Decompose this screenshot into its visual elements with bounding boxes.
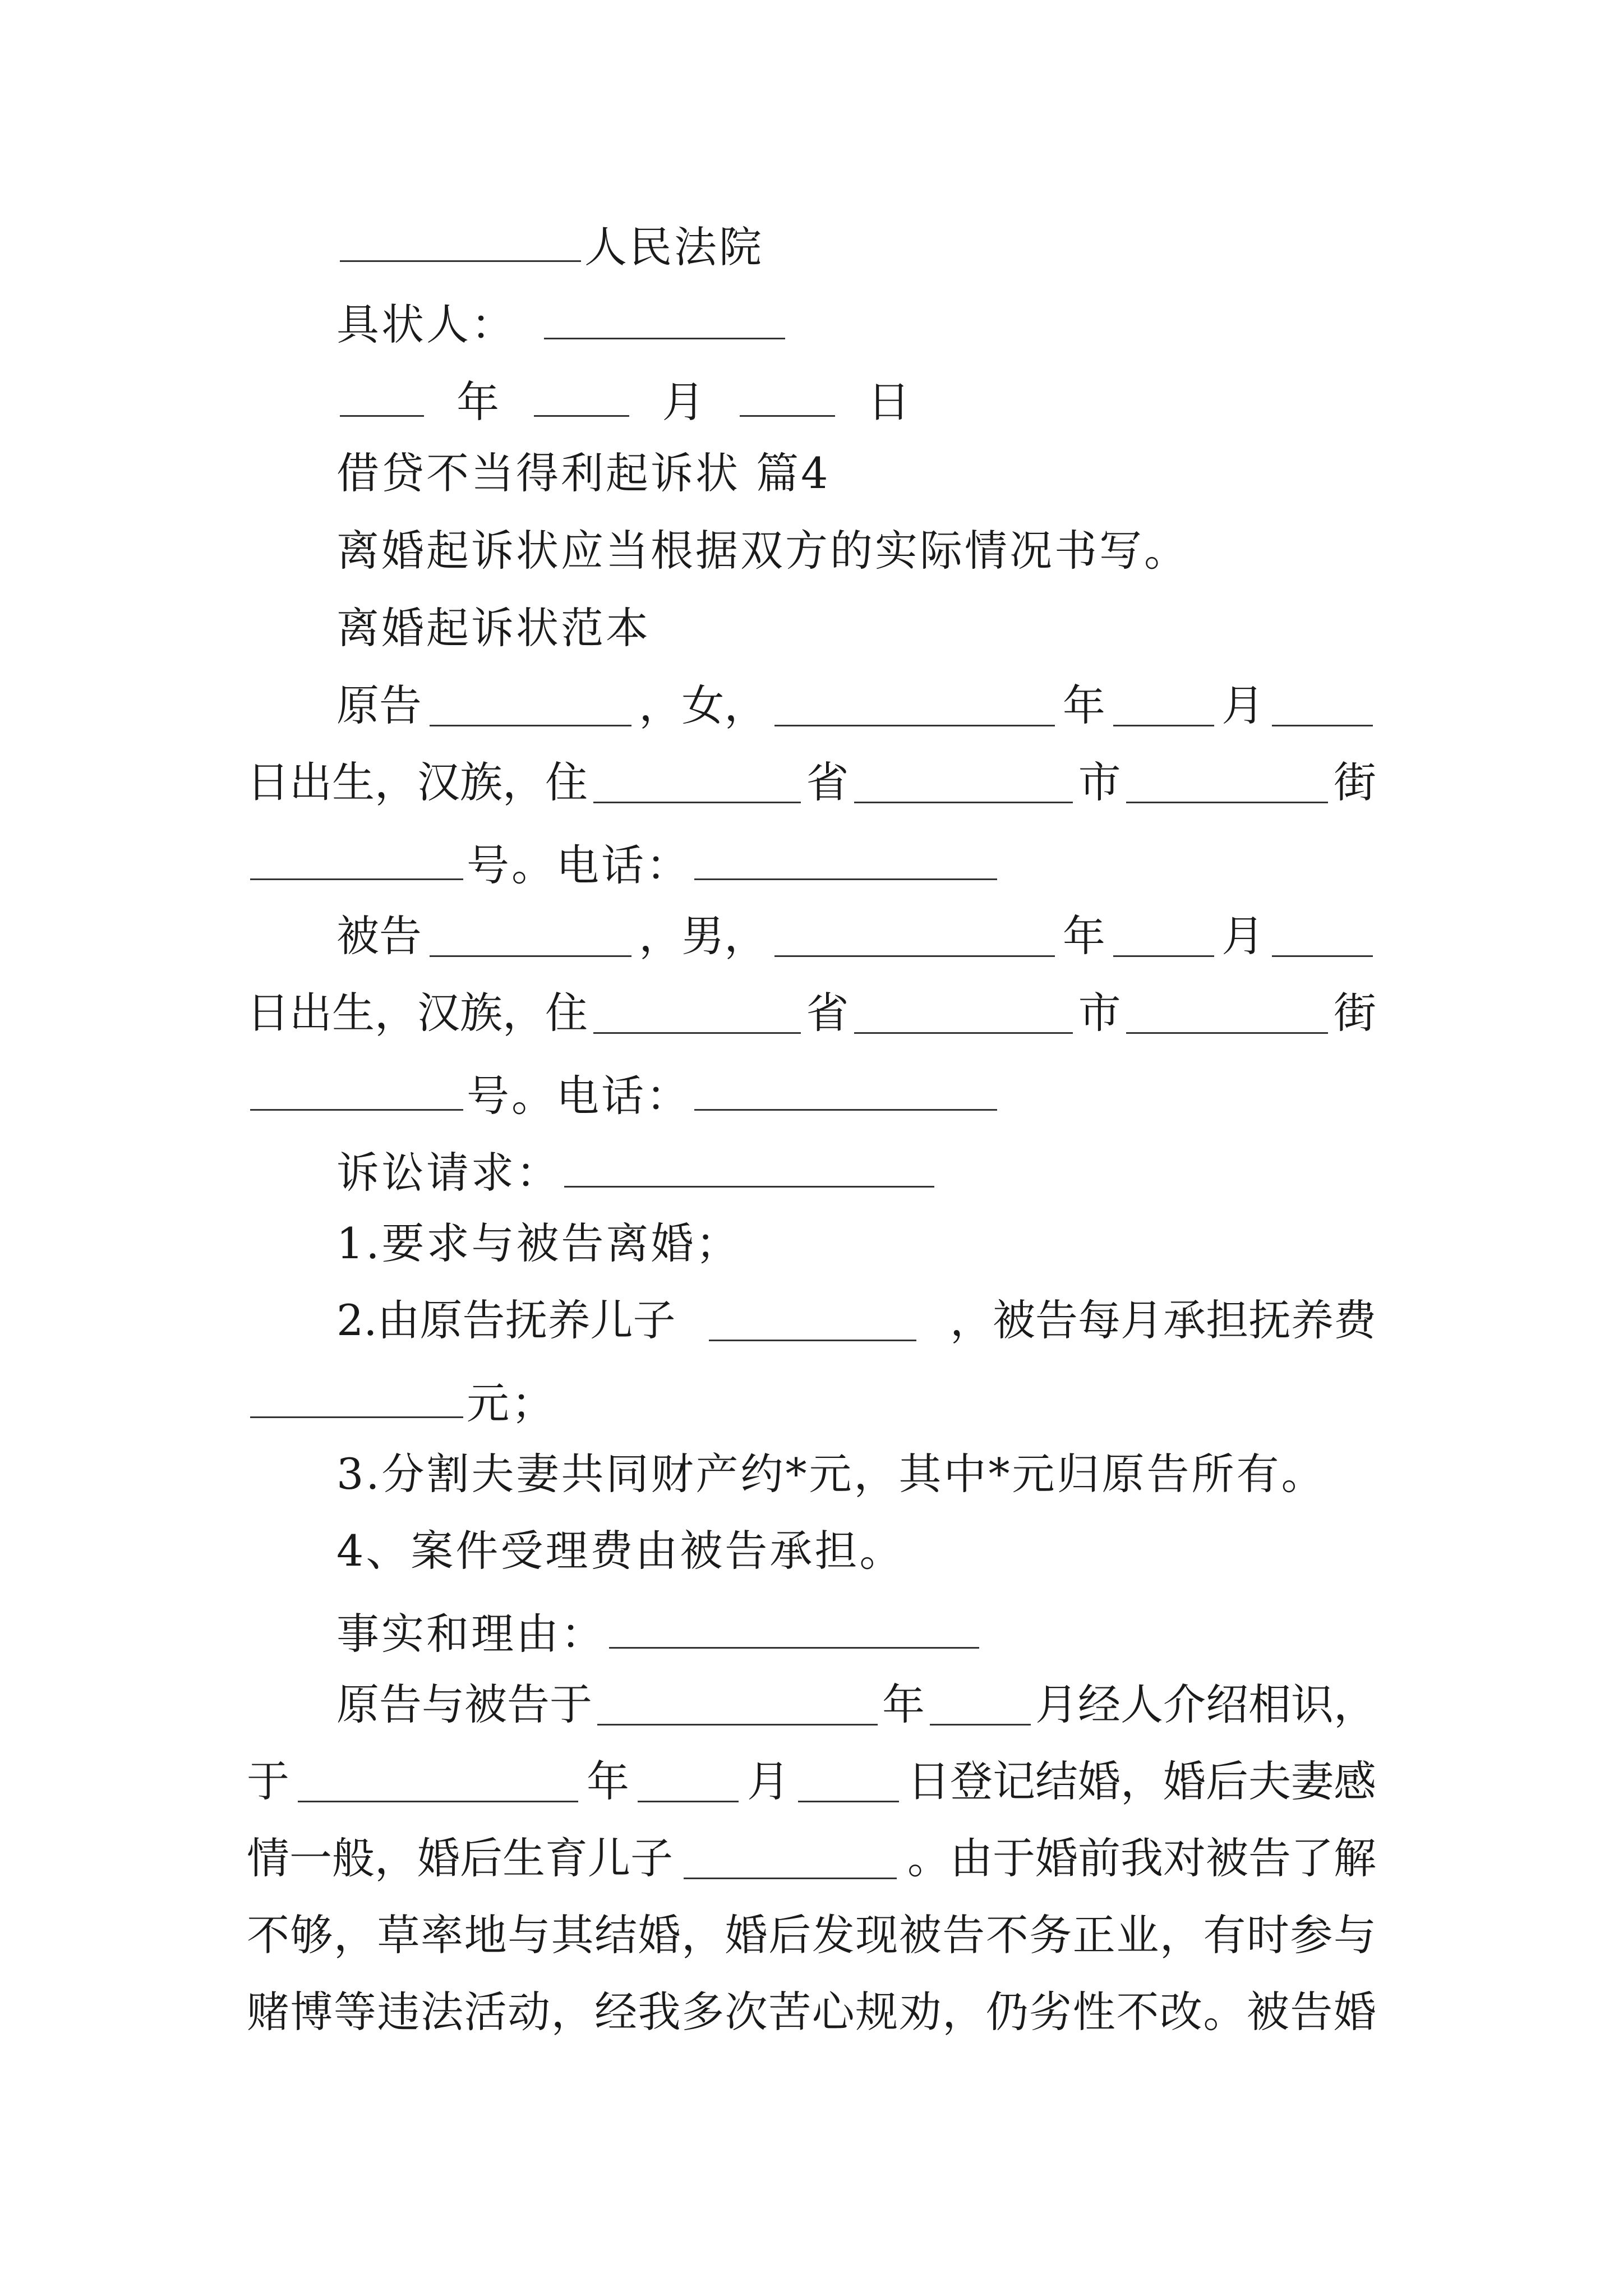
blank <box>740 375 835 417</box>
blank <box>798 1760 899 1802</box>
blank <box>340 220 581 262</box>
blank <box>854 992 1073 1034</box>
blank <box>544 297 785 339</box>
blank <box>774 684 1055 726</box>
intro-line: 离婚起诉状应当根据双方的实际情况书写。 <box>336 526 1189 576</box>
blank <box>1126 992 1328 1034</box>
blank <box>250 1376 463 1418</box>
signer-line: 具状人： <box>336 297 789 346</box>
claims-heading: 诉讼请求： <box>336 1145 938 1194</box>
defendant-line-3: 号。电话： <box>247 1069 1000 1117</box>
blank <box>250 838 463 880</box>
blank <box>1113 915 1214 957</box>
blank <box>593 761 801 803</box>
section-heading: 借贷不当得利起诉状 篇4 <box>336 448 831 498</box>
plaintiff-line-1: 原告 ，女， 年 月 <box>336 684 1376 727</box>
facts-line-1: 原告与被告于 年 月经人介绍相识， <box>336 1680 1376 1729</box>
blank <box>638 1760 739 1802</box>
facts-line-5: 赌 博 等 违 法 活 动 ， 经 我 多 次 苦 心 规 劝 ， 仍 劣 性 不 改 。 被 告 婚 <box>247 1987 1376 2037</box>
blank <box>430 684 631 726</box>
blank <box>534 375 629 417</box>
blank <box>593 992 801 1034</box>
template-title: 离婚起诉状范本 <box>336 603 651 653</box>
blank <box>1272 915 1373 957</box>
claim-3: 3.分割夫妻共同财产约*元，其中*元归原告所有。 <box>336 1449 1326 1499</box>
claim-2-line-1: 2.由原告抚养儿子 ，被告每月承担抚养费 <box>336 1295 1376 1345</box>
blank <box>1272 684 1373 726</box>
blank <box>1126 761 1328 803</box>
blank <box>609 1607 979 1649</box>
court-line: 人民法院 <box>336 220 764 269</box>
blank <box>250 1069 463 1111</box>
blank <box>709 1299 916 1341</box>
blank <box>298 1760 578 1802</box>
blank <box>564 1145 934 1188</box>
blank <box>930 1683 1031 1726</box>
facts-heading: 事实和理由： <box>336 1607 983 1655</box>
blank <box>774 915 1055 957</box>
blank <box>340 375 424 417</box>
claim-2-line-2: 元； <box>247 1376 556 1425</box>
blank <box>684 1837 897 1879</box>
blank <box>694 838 997 880</box>
facts-line-4: 不 够 ， 草 率 地 与 其 结 婚 ， 婚 后 发 现 被 告 不 务 正 业 ， 有 时 参 与 <box>247 1910 1376 1960</box>
blank <box>430 915 631 957</box>
date-line: 年 月 日 <box>336 375 926 424</box>
blank <box>854 761 1073 803</box>
facts-line-2: 于 年 月 日登记结婚，婚后夫妻感 <box>247 1756 1376 1806</box>
blank <box>694 1069 997 1111</box>
defendant-line-1: 被告 ，男， 年 月 <box>336 915 1376 958</box>
blank <box>597 1683 878 1726</box>
claim-4: 4、案件受理费由被告承担。 <box>336 1526 905 1576</box>
facts-line-3: 情一般，婚后生育儿子 。由于婚前我对被告了解 <box>247 1833 1376 1883</box>
plaintiff-line-3: 号。电话： <box>247 838 1000 887</box>
plaintiff-line-2: 日出生，汉族，住 省 市 街 <box>247 757 1376 807</box>
defendant-line-2: 日出生，汉族，住 省 市 街 <box>247 988 1376 1038</box>
claim-1: 1.要求与被告离婚； <box>336 1218 741 1268</box>
blank <box>1113 684 1214 726</box>
